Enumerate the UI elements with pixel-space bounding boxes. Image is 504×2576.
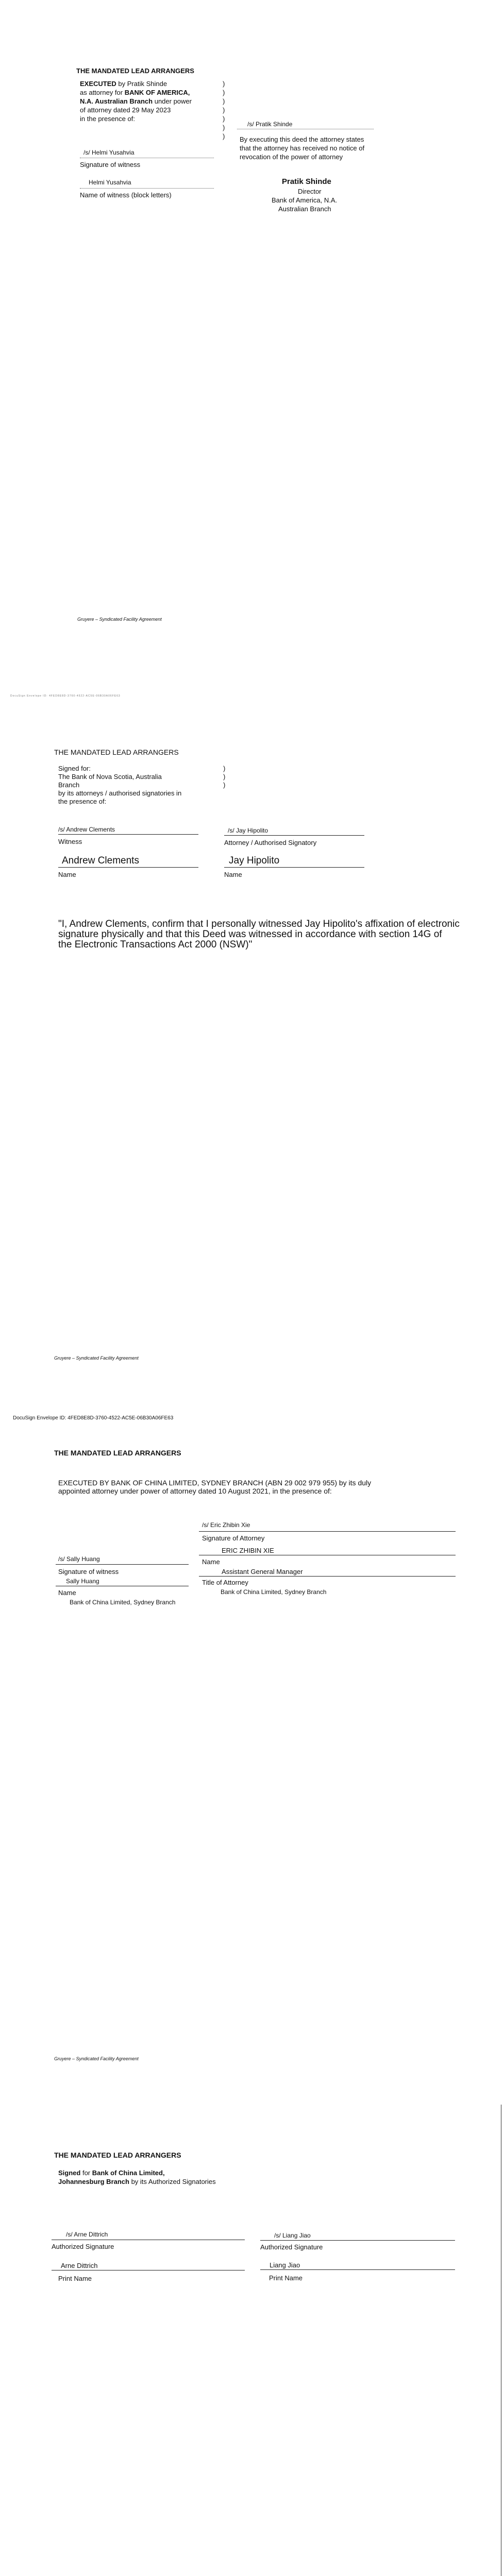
bracket: )	[223, 97, 225, 105]
witness-statement-line: the Electronic Transactions Act 2000 (NSW)"	[58, 939, 253, 950]
signer-name: Pratik Shinde	[282, 177, 331, 186]
witness-signature: /s/ Andrew Clements	[58, 826, 115, 833]
name-label: Name	[58, 1589, 76, 1597]
right-print-name-label: Print Name	[269, 2274, 303, 2282]
bracket: )	[223, 115, 225, 123]
document-page-2	[0, 701, 504, 1399]
attorney-label: Attorney / Authorised Signatory	[224, 839, 317, 846]
poa-date: of attorney dated 29 May 2023	[80, 106, 171, 114]
page-heading: THE MANDATED LEAD ARRANGERS	[76, 67, 194, 75]
signature-of-witness-label: Signature of witness	[58, 1568, 119, 1575]
right-authorized-signature-label: Authorized Signature	[260, 2243, 323, 2251]
page-heading: THE MANDATED LEAD ARRANGERS	[54, 748, 179, 756]
right-print-name: Liang Jiao	[270, 2261, 300, 2269]
bottom-edge-envelope-id: DocuSign Envelope ID: 4FED8E8D-3760-4522-AC5E-06B30A06FE63	[10, 694, 121, 698]
bracket: )	[223, 773, 226, 781]
presence-line: in the presence of:	[80, 115, 135, 123]
page-heading: THE MANDATED LEAD ARRANGERS	[54, 1449, 181, 1457]
right-name-line	[260, 2269, 455, 2270]
witness-statement-line: "I, Andrew Clements, confirm that I personally witnessed Jay Hipolito's affixation of electronic	[58, 919, 460, 929]
presence-line: the presence of:	[58, 798, 107, 805]
witness-name: Andrew Clements	[62, 855, 139, 866]
signature-of-witness-label: Signature of witness	[80, 161, 141, 168]
entity-line: Johannesburg Branch by its Authorized Signatories	[58, 2178, 216, 2185]
witness-signature: /s/ Sally Huang	[58, 1555, 100, 1563]
witness-name: Helmi Yusahvia	[89, 179, 131, 186]
page-footer: Gruyere – Syndicated Facility Agreement	[54, 2056, 139, 2061]
bracket: )	[223, 89, 225, 96]
by-attorneys-line: by its attorneys / authorised signatories in	[58, 789, 182, 797]
attorney-signature-line	[224, 835, 364, 836]
witness-signature: /s/ Helmi Yusahvia	[83, 149, 135, 156]
witness-signature-line	[58, 834, 198, 835]
attorney-signature: /s/ Eric Zhibin Xie	[202, 1521, 250, 1529]
name-label: Name	[202, 1558, 220, 1566]
left-authorized-signature-label: Authorized Signature	[52, 2243, 114, 2250]
name-label: Name	[58, 871, 76, 878]
left-print-name: Arne Dittrich	[61, 2262, 98, 2269]
witness-name-line	[80, 188, 214, 189]
name-of-witness-label: Name of witness (block letters)	[80, 191, 172, 199]
document-page-4	[0, 2102, 504, 2576]
signer-entity: Bank of America, N.A.	[272, 196, 338, 204]
entity-line: The Bank of Nova Scotia, Australia	[58, 773, 162, 781]
attorney-for-line: as attorney for BANK OF AMERICA,	[80, 89, 190, 96]
signer-title: Director	[298, 188, 322, 195]
attorney-statement-line: By executing this deed the attorney states	[240, 135, 364, 143]
witness-statement-line: signature physically and that this Deed was witnessed in accordance with section 14G of	[58, 929, 442, 940]
attorney-name: Jay Hipolito	[229, 855, 280, 866]
attorney-entity: Bank of China Limited, Sydney Branch	[221, 1588, 327, 1596]
page-footer: Gruyere – Syndicated Facility Agreement	[77, 617, 162, 622]
signed-for-label: Signed for:	[58, 765, 91, 772]
bracket: )	[223, 80, 225, 88]
document-page-1	[0, 0, 504, 698]
executed-line: EXECUTED by Pratik Shinde	[80, 80, 167, 88]
bracket: )	[223, 106, 225, 114]
right-signature-line	[260, 2240, 455, 2241]
attorney-signature: /s/ Pratik Shinde	[247, 121, 293, 128]
witness-entity: Bank of China Limited, Sydney Branch	[70, 1599, 176, 1606]
title-of-attorney-label: Title of Attorney	[202, 1579, 248, 1586]
page-footer: Gruyere – Syndicated Facility Agreement	[54, 1355, 139, 1361]
left-signature: /s/ Arne Dittrich	[66, 2231, 108, 2238]
bracket: )	[223, 781, 226, 789]
entity-line: Branch	[58, 781, 80, 789]
attorney-signature: /s/ Jay Hipolito	[228, 827, 268, 834]
envelope-id: DocuSign Envelope ID: 4FED8E8D-3760-4522-AC5E-06B30A06FE63	[13, 1415, 174, 1421]
witness-name: Sally Huang	[66, 1578, 99, 1585]
bracket: )	[223, 765, 226, 772]
left-print-name-label: Print Name	[58, 2275, 92, 2282]
witness-name-line	[58, 867, 198, 868]
bracket: )	[223, 124, 225, 131]
attorney-title-line	[199, 1576, 456, 1577]
attorney-name: ERIC ZHIBIN XIE	[222, 1547, 274, 1554]
attorney-name-line	[224, 867, 364, 868]
signature-of-attorney-label: Signature of Attorney	[202, 1534, 265, 1542]
signed-for-line: Signed for Bank of China Limited,	[58, 2169, 165, 2177]
entity-line: N.A. Australian Branch under power	[80, 97, 192, 105]
signer-entity: Australian Branch	[278, 205, 331, 213]
executed-text-line: appointed attorney under power of attorney dated 10 August 2021, in the presence of:	[58, 1487, 332, 1495]
witness-label: Witness	[58, 838, 82, 845]
witness-signature-line	[56, 1564, 189, 1565]
attorney-signature-line	[199, 1531, 456, 1532]
bracket: )	[223, 132, 225, 140]
page-heading: THE MANDATED LEAD ARRANGERS	[54, 2151, 181, 2159]
attorney-statement-line: that the attorney has received no notice of	[240, 144, 365, 152]
executed-text-line: EXECUTED BY BANK OF CHINA LIMITED, SYDNEY BRANCH (ABN 29 002 979 955) by its duly	[58, 1479, 372, 1487]
right-signature: /s/ Liang Jiao	[274, 2232, 311, 2239]
attorney-title: Assistant General Manager	[222, 1568, 303, 1575]
document-page-3	[0, 1401, 504, 2099]
attorney-statement-line: revocation of the power of attorney	[240, 153, 343, 161]
name-label: Name	[224, 871, 242, 878]
